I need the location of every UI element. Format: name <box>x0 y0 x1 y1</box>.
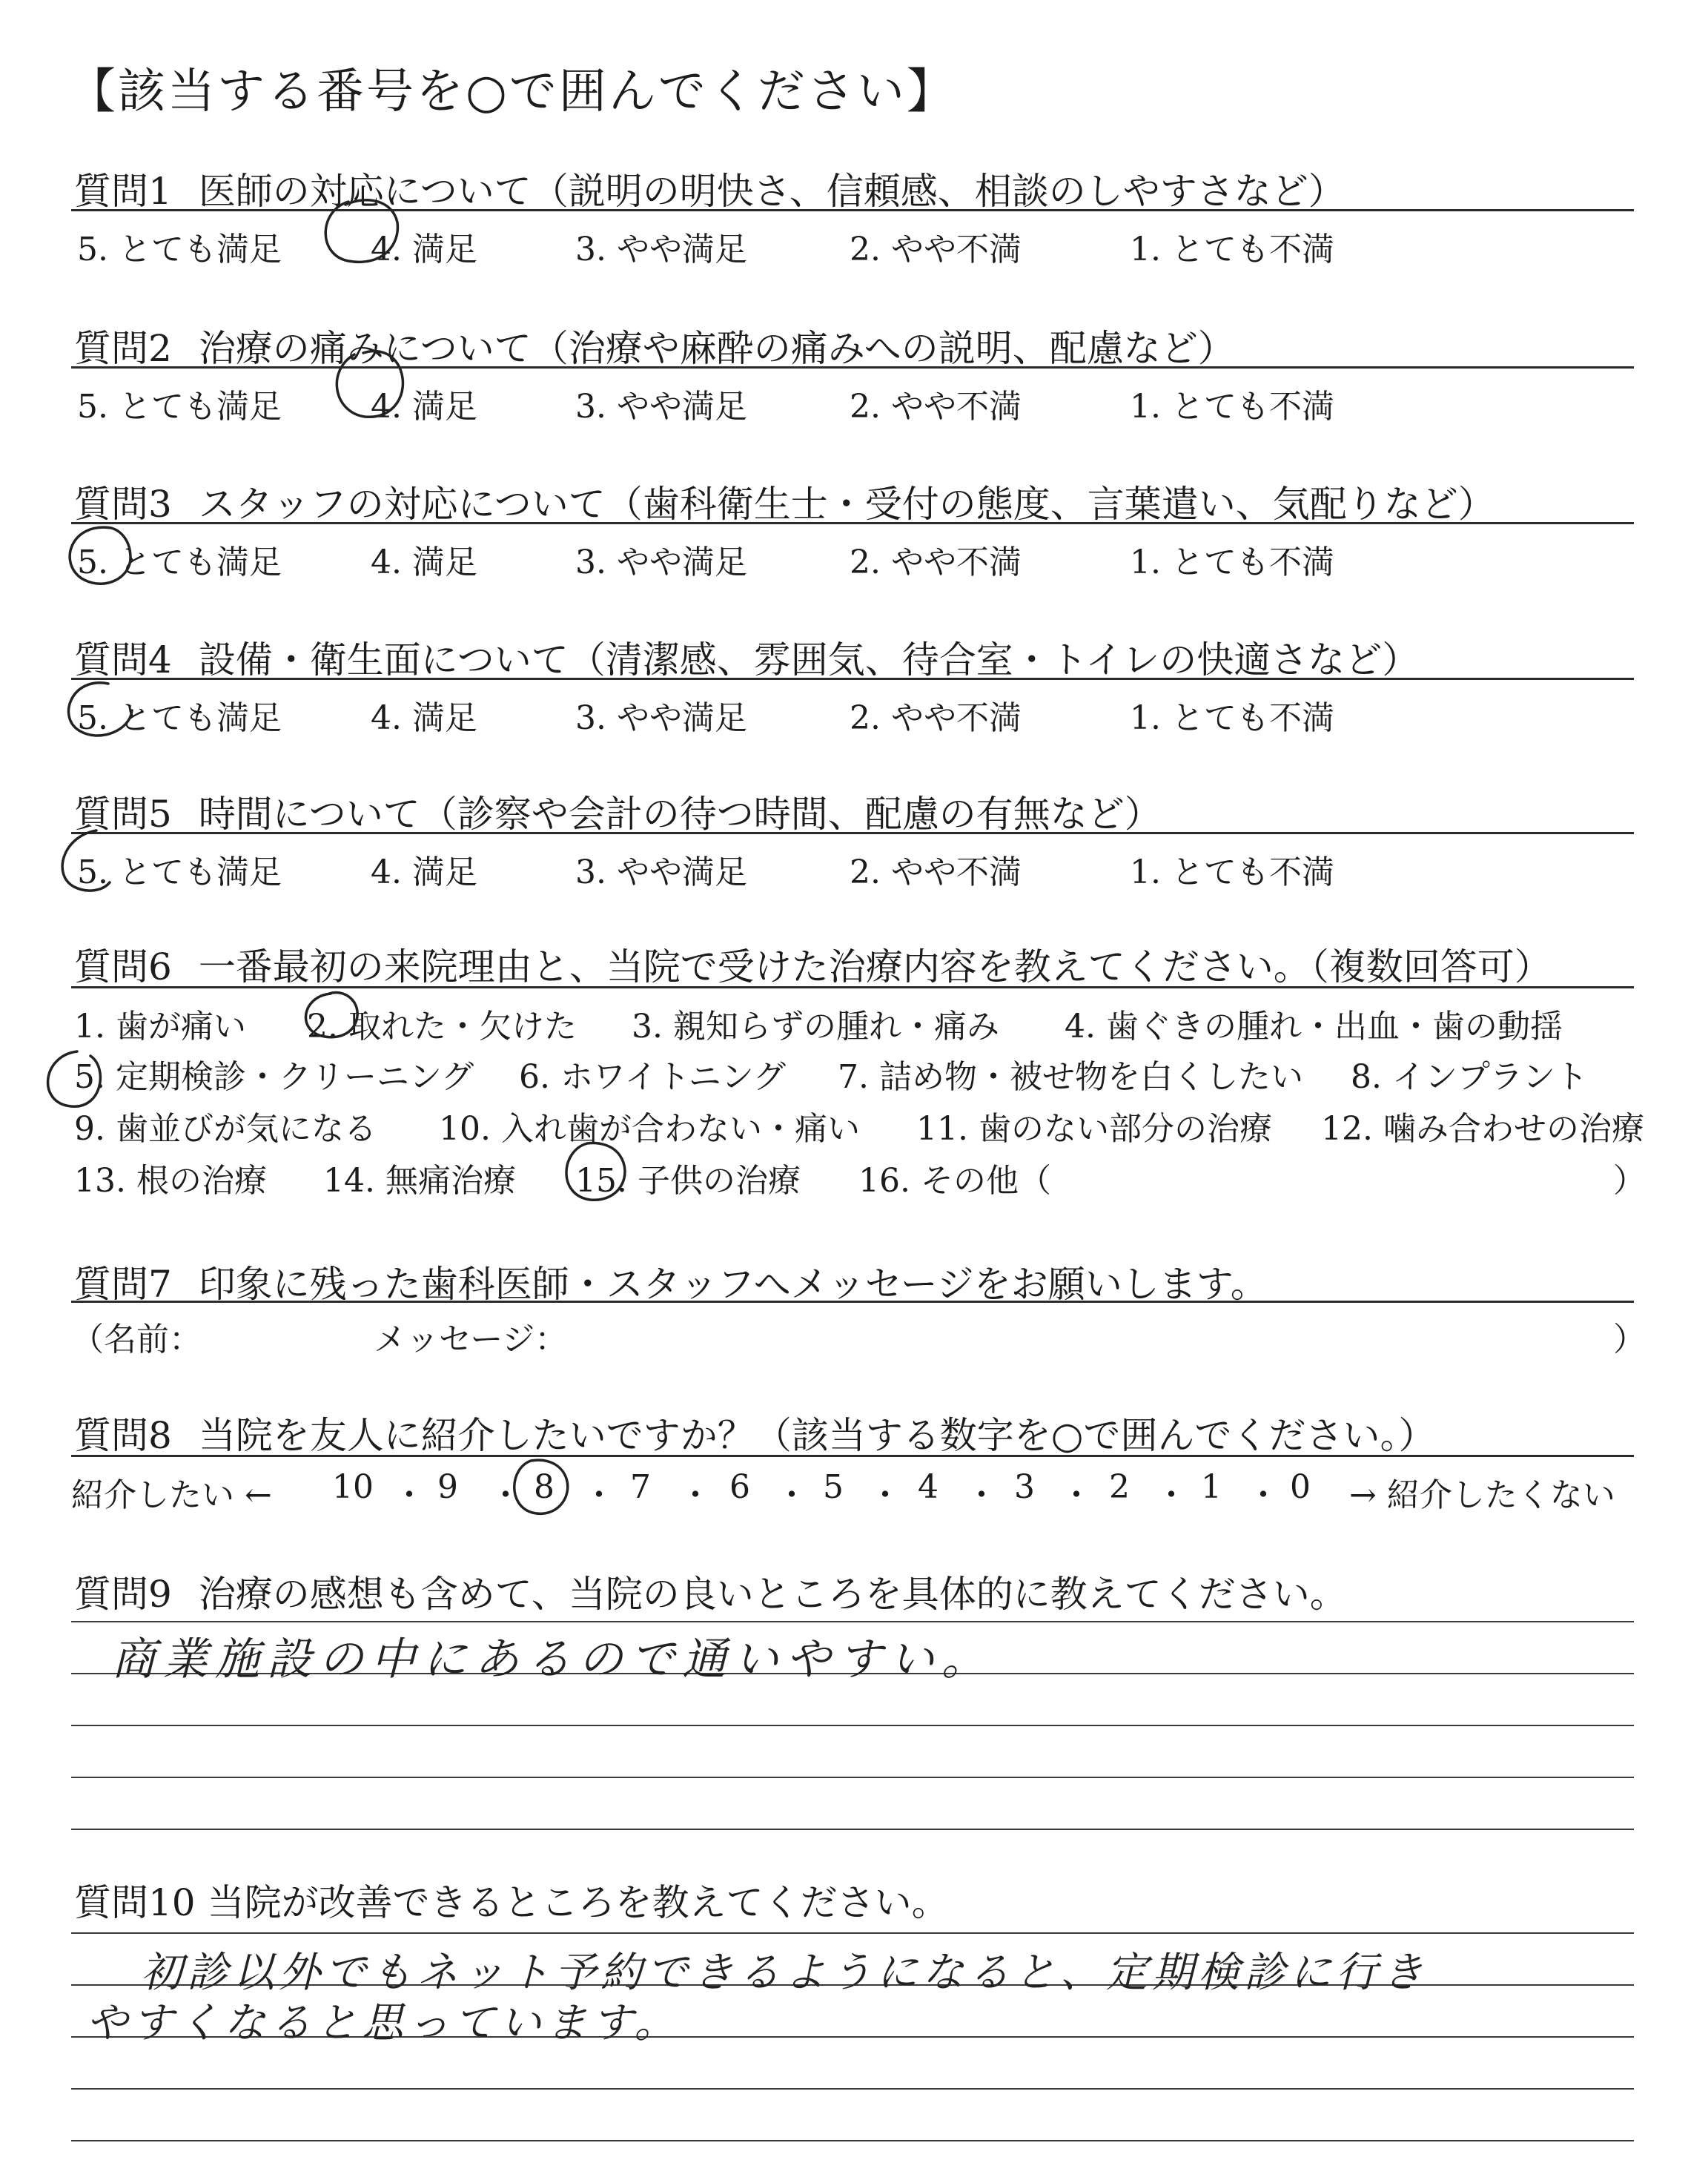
q6-option-12[interactable]: 12. 噛み合わせの治療 <box>1321 1110 1644 1148</box>
question-2-text: 治療の痛みについて（治療や麻酔の痛みへの説明、配慮など） <box>198 327 1235 370</box>
question-5-rule <box>71 832 1634 834</box>
q3-option-4[interactable]: 4. 満足 <box>371 544 477 581</box>
q8-scale-separator: ・ <box>1247 1476 1280 1514</box>
q3-option-2[interactable]: 2. やや不満 <box>850 544 1022 581</box>
q8-scale-value[interactable]: 10 <box>332 1468 374 1506</box>
question-4-text: 設備・衛生面について（清潔感、雰囲気、待合室・トイレの快適さなど） <box>198 638 1420 681</box>
q9-handwritten-answer[interactable]: 商業施設の中にあるので通いやすい。 <box>111 1634 993 1685</box>
q8-scale-value[interactable]: 0 <box>1290 1468 1311 1506</box>
q6-option-14[interactable]: 14. 無痛治療 <box>323 1162 516 1200</box>
question-5-title <box>74 785 1162 838</box>
q1-option-5[interactable]: 5. とても満足 <box>77 231 282 268</box>
q6-option-7[interactable]: 7. 詰め物・被せ物を白くしたい <box>838 1058 1303 1096</box>
question-8-rule <box>71 1455 1634 1457</box>
q8-scale-separator: ・ <box>869 1476 901 1514</box>
q4-option-1[interactable]: 1. とても不満 <box>1130 699 1334 737</box>
question-5-number: 質問5 <box>74 793 172 836</box>
question-1-text: 医師の対応について（説明の明快さ、信頼感、相談のしやすさなど） <box>198 170 1345 213</box>
question-5-text: 時間について（診察や会計の待つ時間、配慮の有無など） <box>198 793 1162 836</box>
q9-answer-line-5 <box>71 1829 1634 1830</box>
q5-option-5[interactable]: 5. とても満足 <box>77 853 282 891</box>
question-7-rule <box>71 1301 1634 1303</box>
q3-option-3[interactable]: 3. やや満足 <box>575 544 747 581</box>
q8-scale-separator: ・ <box>775 1476 808 1514</box>
q5-option-2[interactable]: 2. やや不満 <box>850 853 1022 891</box>
q5-option-3[interactable]: 3. やや満足 <box>575 853 747 891</box>
question-3-title <box>74 475 1495 528</box>
question-1-rule <box>71 209 1634 211</box>
question-8-number: 質問8 <box>74 1414 172 1457</box>
q10-answer-line-5 <box>71 2140 1634 2141</box>
q6-option-10[interactable]: 10. 入れ歯が合わない・痛い <box>439 1110 860 1148</box>
question-8-title <box>74 1406 1435 1459</box>
q2-option-3[interactable]: 3. やや満足 <box>575 388 747 426</box>
q4-option-3[interactable]: 3. やや満足 <box>575 699 747 737</box>
question-6-rule <box>71 986 1634 988</box>
q9-answer-line-4 <box>71 1777 1634 1778</box>
q8-scale-value[interactable]: 5 <box>823 1468 844 1506</box>
q8-scale-separator: ・ <box>393 1476 426 1514</box>
q10-answer-line-1 <box>71 1932 1634 1934</box>
q9-answer-line-1 <box>71 1621 1634 1622</box>
question-10-number: 質問10 <box>74 1881 196 1924</box>
q8-scale-value[interactable]: 7 <box>630 1468 651 1506</box>
q6-option-11[interactable]: 11. 歯のない部分の治療 <box>916 1110 1272 1148</box>
q10-answer-line-4 <box>71 2088 1634 2090</box>
q8-scale-separator: ・ <box>965 1476 998 1514</box>
q5-option-1[interactable]: 1. とても不満 <box>1130 853 1334 891</box>
q1-option-2[interactable]: 2. やや不満 <box>850 231 1022 268</box>
question-7-number: 質問7 <box>74 1263 172 1306</box>
q4-option-5[interactable]: 5. とても満足 <box>77 699 282 737</box>
question-3-rule <box>71 522 1634 524</box>
question-10-text: 当院が改善できるところを教えてください。 <box>207 1881 949 1924</box>
q2-option-1[interactable]: 1. とても不満 <box>1130 388 1334 426</box>
q8-left-label: 紹介したい ← <box>71 1476 272 1514</box>
q8-scale-separator: ・ <box>679 1476 712 1514</box>
q3-option-1[interactable]: 1. とても不満 <box>1130 544 1334 581</box>
q7-name-label: （名前： <box>71 1321 202 1358</box>
q8-right-label: → 紹介したくない <box>1349 1476 1615 1514</box>
question-1-number: 質問1 <box>74 170 172 213</box>
question-3-text: スタッフの対応について（歯科衛生士・受付の態度、言葉遣い、気配りなど） <box>198 483 1495 526</box>
q2-option-2[interactable]: 2. やや不満 <box>850 388 1022 426</box>
q8-scale-separator: ・ <box>1060 1476 1093 1514</box>
question-4-rule <box>71 678 1634 680</box>
question-4-number: 質問4 <box>74 638 172 681</box>
q6-option-1[interactable]: 1. 歯が痛い <box>74 1008 246 1046</box>
q6-option-16[interactable]: 16. その他（ <box>858 1162 1051 1200</box>
q1-option-4[interactable]: 4. 満足 <box>371 231 477 268</box>
q10-handwritten-answer-line-1[interactable]: 初診以外でもネット予約できるようになると、定期検診に行き <box>141 1949 1428 1997</box>
q6-option-4[interactable]: 4. 歯ぐきの腫れ・出血・歯の動揺 <box>1065 1008 1563 1046</box>
question-9-text: 治療の感想も含めて、当院の良いところを具体的に教えてください。 <box>198 1573 1347 1616</box>
question-8-text: 当院を友人に紹介したいですか？（該当する数字を○で囲んでください。） <box>198 1414 1436 1457</box>
question-6-text: 一番最初の来院理由と、当院で受けた治療内容を教えてください。（複数回答可） <box>198 945 1552 988</box>
q8-scale-value[interactable]: 4 <box>918 1468 939 1506</box>
q6-option-15[interactable]: 15. 子供の治療 <box>575 1162 801 1200</box>
q8-scale-value[interactable]: 2 <box>1109 1468 1130 1506</box>
q4-option-4[interactable]: 4. 満足 <box>371 699 477 737</box>
q8-scale-value[interactable]: 3 <box>1014 1468 1035 1506</box>
q8-scale-value[interactable]: 6 <box>729 1468 750 1506</box>
question-6-number: 質問6 <box>74 945 172 988</box>
q8-scale-value[interactable]: 9 <box>437 1468 458 1506</box>
question-9-number: 質問9 <box>74 1573 172 1616</box>
question-2-number: 質問2 <box>74 327 172 370</box>
q6-option-6[interactable]: 6. ホワイトニング <box>519 1058 787 1096</box>
q9-answer-line-3 <box>71 1725 1634 1726</box>
question-2-title <box>74 319 1235 372</box>
q7-close-paren: ） <box>1613 1321 1646 1358</box>
q2-option-5[interactable]: 5. とても満足 <box>77 388 282 426</box>
q6-option-5[interactable]: 5. 定期検診・クリーニング <box>74 1058 474 1096</box>
q6-option-3[interactable]: 3. 親知らずの腫れ・痛み <box>632 1008 999 1046</box>
q6-option-8[interactable]: 8. インプラント <box>1351 1058 1588 1096</box>
form-instruction-heading: 【該当する番号を○で囲んでください】 <box>68 65 956 119</box>
q4-option-2[interactable]: 2. やや不満 <box>850 699 1022 737</box>
question-1-title <box>74 162 1345 215</box>
q6-option-9[interactable]: 9. 歯並びが気になる <box>74 1110 377 1148</box>
q5-option-4[interactable]: 4. 満足 <box>371 853 477 891</box>
q8-scale-separator: ・ <box>583 1476 615 1514</box>
q8-scale-value[interactable]: 8 <box>534 1468 555 1506</box>
question-2-rule <box>71 366 1634 369</box>
question-6-title <box>74 937 1552 991</box>
q6-other-close-paren: ） <box>1613 1162 1646 1200</box>
q2-option-4[interactable]: 4. 満足 <box>371 388 477 426</box>
question-10-title <box>74 1873 949 1926</box>
q1-option-3[interactable]: 3. やや満足 <box>575 231 747 268</box>
q10-handwritten-answer-line-2[interactable]: やすくなると思っています。 <box>86 1999 681 2047</box>
q6-option-13[interactable]: 13. 根の治療 <box>74 1162 267 1200</box>
q8-scale-separator: ・ <box>1155 1476 1188 1514</box>
q8-scale-separator: ・ <box>489 1476 522 1514</box>
q3-option-5[interactable]: 5. とても満足 <box>77 544 282 581</box>
q8-scale-value[interactable]: 1 <box>1201 1468 1222 1506</box>
question-7-text: 印象に残った歯科医師・スタッフへメッセージをお願いします。 <box>198 1263 1268 1306</box>
q6-option-2[interactable]: 2. 取れた・欠けた <box>307 1008 577 1046</box>
question-9-title <box>74 1565 1347 1618</box>
question-3-number: 質問3 <box>74 483 172 526</box>
q1-option-1[interactable]: 1. とても不満 <box>1130 231 1334 268</box>
q7-message-label: メッセージ： <box>374 1321 568 1358</box>
question-4-title <box>74 630 1419 684</box>
